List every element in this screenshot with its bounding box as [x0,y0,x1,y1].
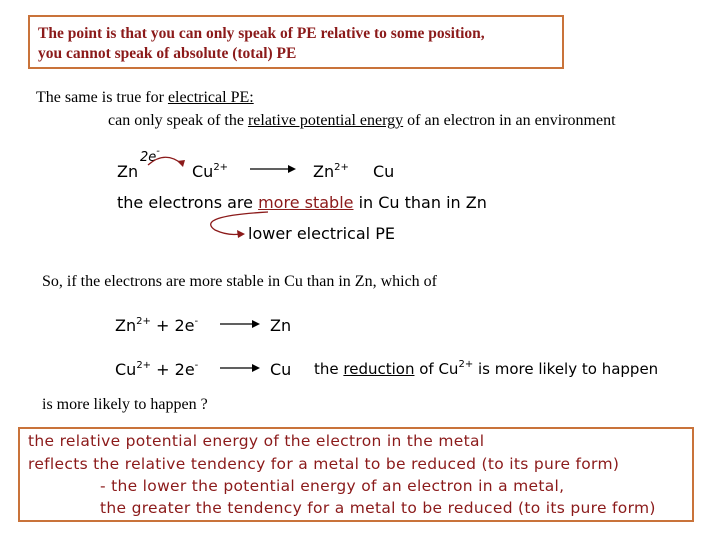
product-zn-symbol: Zn [313,162,335,181]
reaction-arrowhead-cu [252,364,260,372]
top-statement-line-1: The point is that you can only speak of PE relative to some position, [38,25,485,42]
reduction-note-charge: 2+ [458,359,474,370]
reaction-arrowhead-1 [288,165,296,173]
product-zn-ion [313,162,349,181]
zn-ion-symbol: Zn [115,316,137,335]
reduction-term: reduction [343,360,415,378]
reduction-note-prefix: the [314,360,344,378]
relative-line-prefix: can only speak of the [108,112,248,129]
zn-reduction-product: Zn [270,316,292,335]
zn-plus-electrons: + 2e [150,316,195,335]
lower-pe-label: lower electrical PE [248,224,395,243]
same-true-prefix: The same is true for [36,89,168,106]
more-stable-term: more stable [258,193,354,212]
reactant-cu-charge: 2+ [213,162,229,173]
cu-electron-charge: - [194,360,199,371]
cu-reduction-product: Cu [270,360,292,379]
relative-pe-term: relative potential energy [247,112,404,129]
electron-transfer-arrow [148,157,182,165]
zn-electron-charge: - [194,316,199,327]
conclusion-line-2: reflects the relative tendency for a metal to be reduced (to its pure form) [28,455,620,473]
reactant-zn: Zn [117,162,139,181]
reduction-note-suffix: is more likely to happen [473,360,659,378]
conclusion-line-1: the relative potential energy of the electron in the metal [28,432,485,450]
electrons-charge: - [156,146,160,157]
stability-suffix: in Cu than in Zn [353,193,487,212]
electrons-count: 2e [140,150,157,165]
conclusion-box [18,427,694,522]
conclusion-line-4: the greater the tendency for a metal to be reduced (to its pure form) [100,499,656,517]
zn-reduction-reactants [115,316,198,335]
reduction-note [314,360,658,378]
reaction-arrowhead-zn [252,320,260,328]
lower-pe-arrowhead [237,230,245,238]
conclusion-line-3: - the lower the potential energy of an electron in a metal, [100,477,565,495]
relative-line-suffix: of an electron in an environment [403,112,616,129]
reactant-cu-symbol: Cu [192,162,214,181]
cu-reduction-reactants [115,360,198,379]
question-line: So, if the electrons are more stable in Cu than in Zn, which of [42,273,438,290]
electrical-pe-term: electrical PE: [167,89,254,106]
product-cu: Cu [373,162,395,181]
top-statement-line-2: you cannot speak of absolute (total) PE [38,45,297,62]
zn-ion-charge: 2+ [136,316,151,327]
cu-ion-symbol: Cu [115,360,137,379]
cu-plus-electrons: + 2e [151,360,195,379]
likely-question: is more likely to happen ? [42,396,208,413]
reduction-note-middle: of Cu [414,360,459,378]
product-zn-charge: 2+ [334,162,349,173]
stability-line [117,193,487,212]
stability-prefix: the electrons are [117,193,259,212]
electron-transfer-arrowhead [177,160,185,167]
cu-ion-charge: 2+ [136,360,152,371]
